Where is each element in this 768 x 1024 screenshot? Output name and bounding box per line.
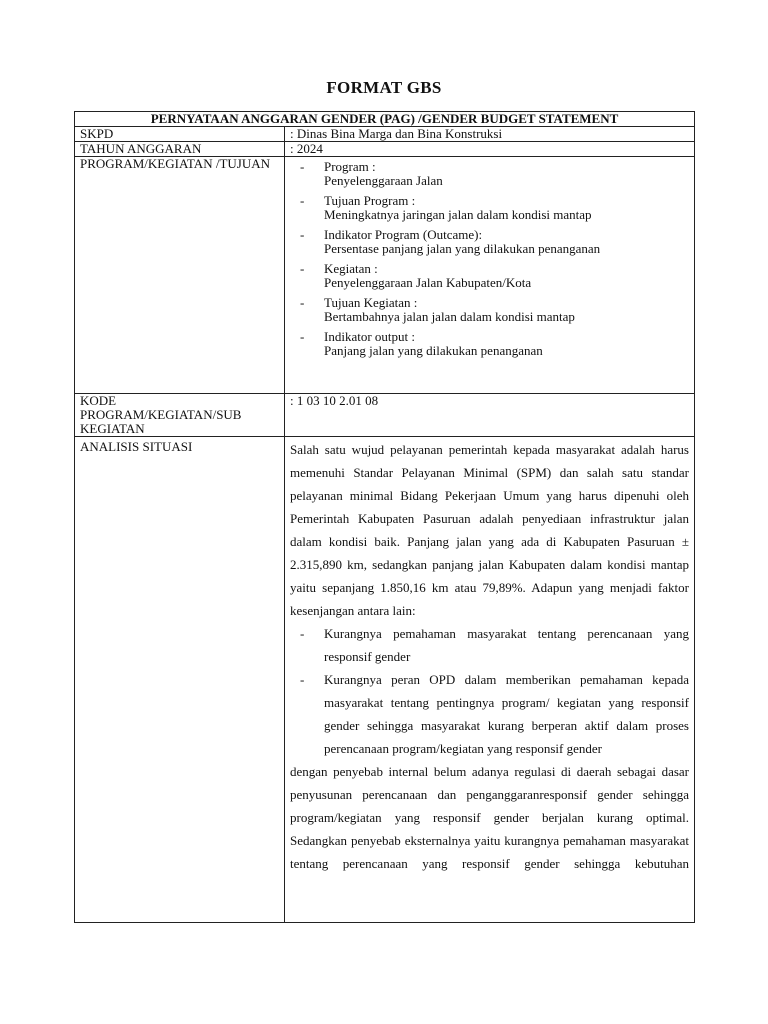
factor-item: - Kurangnya pemahaman masyarakat tentang perencanaan yang responsif gender (300, 626, 689, 664)
row-analisis-situasi (75, 437, 695, 923)
program-item-value: Persentase panjang jalan yang dilakukan penanganan (324, 241, 601, 256)
row-program (75, 157, 695, 394)
program-item-value: Penyelenggaraan Jalan (324, 173, 443, 188)
program-item-title: Indikator output : (324, 329, 415, 344)
program-item: - Kegiatan : Penyelenggaraan Jalan Kabupaten/Kota (290, 262, 689, 290)
program-item-title: Program : (324, 159, 376, 174)
row-kode (75, 394, 695, 437)
analisis-intro: Salah satu wujud pelayanan pemerintah kepada masyarakat adalah harus memenuhi Standar Pelayanan Minimal (SPM) dan salah satu standar pelayanan minimal Bidang Pekerjaan Umum yang harus dipenuhi oleh Pemerintah Kabupaten Pasuruan adalah penyediaan infrastruktur jalan dalam kondisi baik. Panjang jalan yang ada di Kabupaten Pasuruan ± 2.315,890 km, sedangkan panjang jalan Kabupaten dalam kondisi mantap yaitu sepanjang 1.850,16 km atau 79,89%. Adapun yang menjadi faktor kesenjangan antara lain: (290, 442, 689, 618)
program-item: - Indikator output : Panjang jalan yang dilakukan penanganan (290, 330, 689, 358)
program-item-value: Meningkatnya jaringan jalan dalam kondisi mantap (324, 207, 592, 222)
program-item-title: Tujuan Program : (324, 193, 416, 208)
factor-item: - Kurangnya peran OPD dalam memberikan pemahaman kepada masyarakat tentang pentingnya program/ kegiatan yang responsif gender sehingga masyarakat kurang berperan aktif dalam proses perencanaan program/kegiatan yang responsif gender (300, 672, 689, 756)
factor-text: Kurangnya peran OPD dalam memberikan pemahaman kepada masyarakat tentang pentingnya program/ kegiatan yang responsif gender sehingga masyarakat kurang berperan aktif dalam proses perencanaan program/kegiatan yang responsif gender (324, 672, 689, 756)
program-item-title: Kegiatan : (324, 261, 378, 276)
gbs-table (74, 111, 695, 923)
factor-text: Kurangnya pemahaman masyarakat tentang perencanaan yang responsif gender (324, 626, 689, 664)
table-header: PERNYATAAN ANGGARAN GENDER (PAG) /GENDER BUDGET STATEMENT (75, 112, 695, 127)
kode-value: : 1 03 10 2.01 08 (285, 394, 695, 437)
program-item-value: Penyelenggaraan Jalan Kabupaten/Kota (324, 275, 532, 290)
program-item: - Tujuan Program : Meningkatnya jaringan jalan dalam kondisi mantap (290, 194, 689, 222)
tahun-value: : 2024 (285, 142, 695, 157)
program-item: - Tujuan Kegiatan : Bertambahnya jalan jalan dalam kondisi mantap (290, 296, 689, 324)
analisis-closing: dengan penyebab internal belum adanya regulasi di daerah sebagai dasar penyusunan perencanaan dan penganggaranresponsif gender sehingga program/kegiatan yang responsif gender berjalan kurang optimal. Sedangkan penyebab eksternalnya yaitu kurangnya pemahaman masyarakat tentang perencanaan yang responsif gender sehingga kebutuhan (290, 764, 689, 871)
program-item-value: Panjang jalan yang dilakukan penanganan (324, 343, 543, 358)
program-item-title: Indikator Program (Outcame): (324, 227, 483, 242)
skpd-value: : Dinas Bina Marga dan Bina Konstruksi (285, 127, 695, 142)
tahun-label: TAHUN ANGGARAN (75, 142, 285, 157)
program-item: - Indikator Program (Outcame): Persentase panjang jalan yang dilakukan penanganan (290, 228, 689, 256)
program-label: PROGRAM/KEGIATAN /TUJUAN (75, 157, 285, 394)
analisis-value (285, 437, 695, 923)
factor-list (290, 622, 689, 760)
program-list (290, 160, 689, 358)
table-header-row (75, 112, 695, 127)
document-title: FORMAT GBS (326, 78, 442, 97)
kode-label: KODE PROGRAM/KEGIATAN/SUB KEGIATAN (75, 394, 285, 437)
row-tahun-anggaran (75, 142, 695, 157)
program-item-value: Bertambahnya jalan jalan dalam kondisi mantap (324, 309, 575, 324)
skpd-label: SKPD (75, 127, 285, 142)
row-skpd (75, 127, 695, 142)
program-value (285, 157, 695, 394)
program-item-title: Tujuan Kegiatan : (324, 295, 418, 310)
analisis-label: ANALISIS SITUASI (75, 437, 285, 923)
program-item: - Program : Penyelenggaraan Jalan (290, 160, 689, 188)
